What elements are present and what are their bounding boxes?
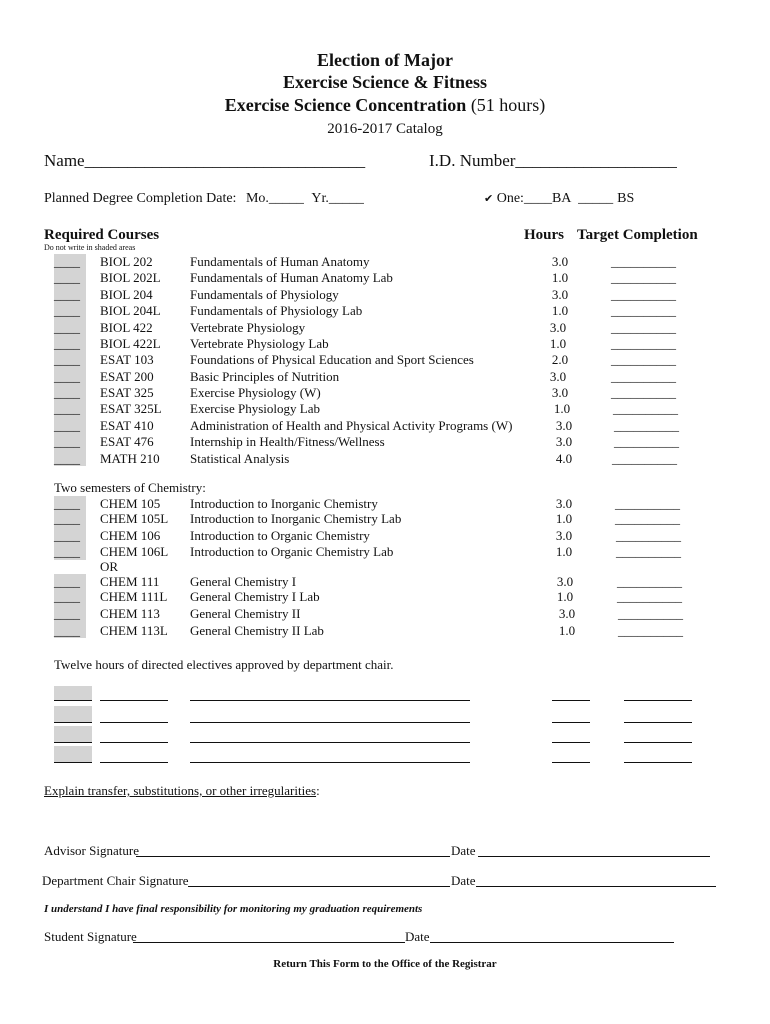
course-title: Exercise Physiology (W) xyxy=(190,385,321,400)
concentration-name: Exercise Science Concentration xyxy=(224,95,467,115)
elective-shaded-box xyxy=(54,686,92,700)
student-date-label: Date xyxy=(405,929,430,944)
course-hours: 1.0 xyxy=(556,589,574,604)
elective-title-line[interactable] xyxy=(190,742,470,743)
course-hours: 3.0 xyxy=(555,496,573,511)
course-check-blank: ____ xyxy=(54,270,80,285)
course-hours: 1.0 xyxy=(555,511,573,526)
elective-code-line[interactable] xyxy=(100,762,168,763)
course-code: CHEM 111 xyxy=(100,574,160,589)
course-code: CHEM 105L xyxy=(100,511,169,526)
target-blank[interactable]: __________ xyxy=(618,606,683,621)
course-title: Introduction to Inorganic Chemistry Lab xyxy=(190,511,402,526)
elective-code-line[interactable] xyxy=(100,722,168,723)
course-hours: 3.0 xyxy=(549,320,567,335)
course-code: BIOL 422L xyxy=(100,336,161,351)
course-check-blank: ____ xyxy=(54,589,80,604)
id-number-label: I.D. Number xyxy=(429,151,516,170)
program-title: Exercise Science & Fitness xyxy=(282,72,488,92)
course-hours: 1.0 xyxy=(558,623,576,638)
course-check-blank: ____ xyxy=(54,254,80,269)
course-code: BIOL 202L xyxy=(100,270,161,285)
course-check-blank: ____ xyxy=(54,369,80,384)
elective-shaded-box xyxy=(54,706,92,722)
course-title: Exercise Physiology Lab xyxy=(190,401,320,416)
course-hours: 2.0 xyxy=(551,352,569,367)
elective-code-line[interactable] xyxy=(100,742,168,743)
course-hours: 3.0 xyxy=(551,385,569,400)
course-code: ESAT 325L xyxy=(100,401,162,416)
elective-check-line xyxy=(54,742,92,743)
target-blank[interactable]: __________ xyxy=(611,270,676,285)
course-title: Administration of Health and Physical Activity Programs (W) xyxy=(190,418,513,433)
elective-check-line xyxy=(54,722,92,723)
target-blank[interactable]: __________ xyxy=(618,623,683,638)
course-title: Fundamentals of Human Anatomy Lab xyxy=(190,270,393,285)
elective-code-line[interactable] xyxy=(100,700,168,701)
course-check-blank: ____ xyxy=(54,320,80,335)
target-completion-heading: Target Completion xyxy=(577,227,698,243)
course-code: ESAT 325 xyxy=(100,385,154,400)
course-hours: 4.0 xyxy=(555,451,573,466)
elective-hours-line[interactable] xyxy=(552,722,590,723)
explain-irregularities-text: Explain transfer, substitutions, or other irregularities xyxy=(44,783,317,798)
course-title: Statistical Analysis xyxy=(190,451,290,466)
concentration-hours: (51 hours) xyxy=(466,95,546,115)
target-blank[interactable]: __________ xyxy=(611,352,676,367)
advisor-date-line[interactable] xyxy=(478,856,710,857)
chair-signature-line[interactable] xyxy=(188,886,450,887)
course-title: Fundamentals of Human Anatomy xyxy=(190,254,370,269)
elective-hours-line[interactable] xyxy=(552,742,590,743)
course-hours: 1.0 xyxy=(555,544,573,559)
required-courses-heading: Required Courses xyxy=(44,227,160,243)
target-blank[interactable]: __________ xyxy=(614,418,679,433)
course-title: General Chemistry I Lab xyxy=(190,589,320,604)
course-title: General Chemistry II xyxy=(190,606,301,621)
elective-check-line xyxy=(54,700,92,701)
planned-completion-row xyxy=(44,191,364,207)
course-hours: 1.0 xyxy=(551,270,569,285)
elective-target-line[interactable] xyxy=(624,722,692,723)
course-hours: 1.0 xyxy=(551,303,569,318)
course-code: BIOL 202 xyxy=(100,254,153,269)
course-check-blank: ____ xyxy=(54,511,80,526)
course-check-blank: ____ xyxy=(54,336,80,351)
name-field[interactable] xyxy=(44,151,365,171)
target-blank[interactable]: __________ xyxy=(614,434,679,449)
concentration-title xyxy=(0,95,770,116)
chemistry-heading: Two semesters of Chemistry: xyxy=(54,480,206,495)
course-hours: 1.0 xyxy=(553,401,571,416)
bs-blank[interactable]: _____ xyxy=(578,191,614,206)
target-blank[interactable]: __________ xyxy=(611,369,676,384)
course-code: BIOL 204L xyxy=(100,303,161,318)
one-label: One: xyxy=(496,191,524,206)
course-title: Vertebrate Physiology Lab xyxy=(190,336,329,351)
course-check-blank: ____ xyxy=(54,451,80,466)
course-check-blank: ____ xyxy=(54,401,80,416)
target-blank[interactable]: __________ xyxy=(611,320,676,335)
course-check-blank: ____ xyxy=(54,496,80,511)
course-code: BIOL 204 xyxy=(100,287,153,302)
advisor-signature-line[interactable] xyxy=(136,856,450,857)
student-signature-label: Student Signature xyxy=(44,929,137,944)
planned-completion-label: Planned Degree Completion Date: xyxy=(44,191,237,206)
elective-target-line[interactable] xyxy=(624,700,692,701)
course-code: ESAT 476 xyxy=(100,434,154,449)
course-check-blank: ____ xyxy=(54,434,80,449)
course-hours: 3.0 xyxy=(555,528,573,543)
course-check-blank: ____ xyxy=(54,287,80,302)
course-hours: 3.0 xyxy=(551,287,569,302)
target-blank[interactable]: __________ xyxy=(611,254,676,269)
course-code: CHEM 113 xyxy=(100,606,160,621)
target-blank[interactable]: __________ xyxy=(611,287,676,302)
advisor-date-label: Date xyxy=(451,843,476,858)
course-code: MATH 210 xyxy=(100,451,160,466)
month-blank[interactable]: _____ xyxy=(268,191,304,206)
course-title: Introduction to Organic Chemistry Lab xyxy=(190,544,394,559)
course-check-blank: ____ xyxy=(54,623,80,638)
electives-instructions: Twelve hours of directed electives approved by department chair. xyxy=(54,657,394,672)
month-label: Mo. xyxy=(245,191,269,206)
course-title: Internship in Health/Fitness/Wellness xyxy=(190,434,385,449)
course-code: BIOL 422 xyxy=(100,320,153,335)
chair-date-label: Date xyxy=(451,873,476,888)
target-blank[interactable]: __________ xyxy=(613,401,678,416)
check-icon: ✔ xyxy=(484,192,494,205)
id-number-field[interactable] xyxy=(429,151,677,171)
course-title: Introduction to Inorganic Chemistry xyxy=(190,496,378,511)
advisor-signature-label: Advisor Signature xyxy=(44,843,139,858)
elective-title-line[interactable] xyxy=(190,762,470,763)
target-blank[interactable]: __________ xyxy=(615,511,680,526)
course-code: CHEM 105 xyxy=(100,496,161,511)
form-title: Election of Major xyxy=(317,50,453,70)
or-label: OR xyxy=(100,559,119,574)
course-check-blank: ____ xyxy=(54,528,80,543)
explain-colon: : xyxy=(316,783,320,798)
elective-target-line[interactable] xyxy=(624,742,692,743)
chair-signature-label: Department Chair Signature xyxy=(42,873,189,888)
elective-check-line xyxy=(54,762,92,763)
chair-date-line[interactable] xyxy=(476,886,716,887)
course-check-blank: ____ xyxy=(54,574,80,589)
course-title: Vertebrate Physiology xyxy=(190,320,306,335)
course-hours: 3.0 xyxy=(549,369,567,384)
ba-blank[interactable]: ____ xyxy=(523,191,552,206)
elective-shaded-box xyxy=(54,726,92,742)
bs-label: BS xyxy=(617,191,635,206)
course-title: General Chemistry I xyxy=(190,574,297,589)
course-code: ESAT 200 xyxy=(100,369,154,384)
target-blank[interactable]: __________ xyxy=(617,589,682,604)
course-hours: 3.0 xyxy=(558,606,576,621)
year-blank[interactable]: _____ xyxy=(328,191,364,206)
degree-type-row xyxy=(484,191,634,207)
hours-heading: Hours xyxy=(524,227,565,243)
course-code: ESAT 410 xyxy=(100,418,154,433)
elective-hours-line[interactable] xyxy=(552,700,590,701)
student-signature-line[interactable] xyxy=(133,942,405,943)
course-check-blank: ____ xyxy=(54,544,80,559)
course-hours: 1.0 xyxy=(549,336,567,351)
course-check-blank: ____ xyxy=(54,303,80,318)
elective-title-line[interactable] xyxy=(190,700,470,701)
course-title: Introduction to Organic Chemistry xyxy=(190,528,370,543)
target-blank[interactable]: __________ xyxy=(611,385,676,400)
target-blank[interactable]: __________ xyxy=(617,574,682,589)
course-title: Foundations of Physical Education and Sport Sciences xyxy=(190,352,474,367)
target-blank[interactable]: __________ xyxy=(616,528,681,543)
elective-hours-line[interactable] xyxy=(552,762,590,763)
course-hours: 3.0 xyxy=(555,434,573,449)
catalog-year: 2016-2017 Catalog xyxy=(327,121,443,137)
target-blank[interactable]: __________ xyxy=(616,544,681,559)
elective-target-line[interactable] xyxy=(624,762,692,763)
target-blank[interactable]: __________ xyxy=(611,303,676,318)
elective-title-line[interactable] xyxy=(190,722,470,723)
name-blank[interactable]: _________________________________ xyxy=(84,151,366,170)
course-title: Basic Principles of Nutrition xyxy=(190,369,340,384)
responsibility-statement: I understand I have final responsibility for monitoring my graduation requirements xyxy=(44,903,423,915)
student-date-line[interactable] xyxy=(430,942,674,943)
course-code: CHEM 106 xyxy=(100,528,161,543)
course-check-blank: ____ xyxy=(54,606,80,621)
course-code: CHEM 113L xyxy=(100,623,168,638)
course-title: Fundamentals of Physiology xyxy=(190,287,339,302)
course-code: CHEM 111L xyxy=(100,589,168,604)
target-blank[interactable]: __________ xyxy=(615,496,680,511)
id-number-blank[interactable]: ___________________ xyxy=(515,151,677,170)
course-check-blank: ____ xyxy=(54,385,80,400)
course-check-blank: ____ xyxy=(54,418,80,433)
target-blank[interactable]: __________ xyxy=(612,451,677,466)
course-code: CHEM 106L xyxy=(100,544,169,559)
course-hours: 3.0 xyxy=(551,254,569,269)
shaded-areas-note: Do not write in shaded areas xyxy=(44,243,136,252)
name-label: Name xyxy=(44,151,85,170)
course-code: ESAT 103 xyxy=(100,352,154,367)
course-title: Fundamentals of Physiology Lab xyxy=(190,303,363,318)
return-instructions: Return This Form to the Office of the Registrar xyxy=(273,958,497,970)
course-hours: 3.0 xyxy=(556,574,574,589)
course-hours: 3.0 xyxy=(555,418,573,433)
ba-label: BA xyxy=(551,191,571,206)
target-blank[interactable]: __________ xyxy=(611,336,676,351)
year-label: Yr. xyxy=(311,191,329,206)
course-check-blank: ____ xyxy=(54,352,80,367)
explain-irregularities-label xyxy=(44,783,320,799)
course-title: General Chemistry II Lab xyxy=(190,623,324,638)
elective-shaded-box xyxy=(54,746,92,762)
